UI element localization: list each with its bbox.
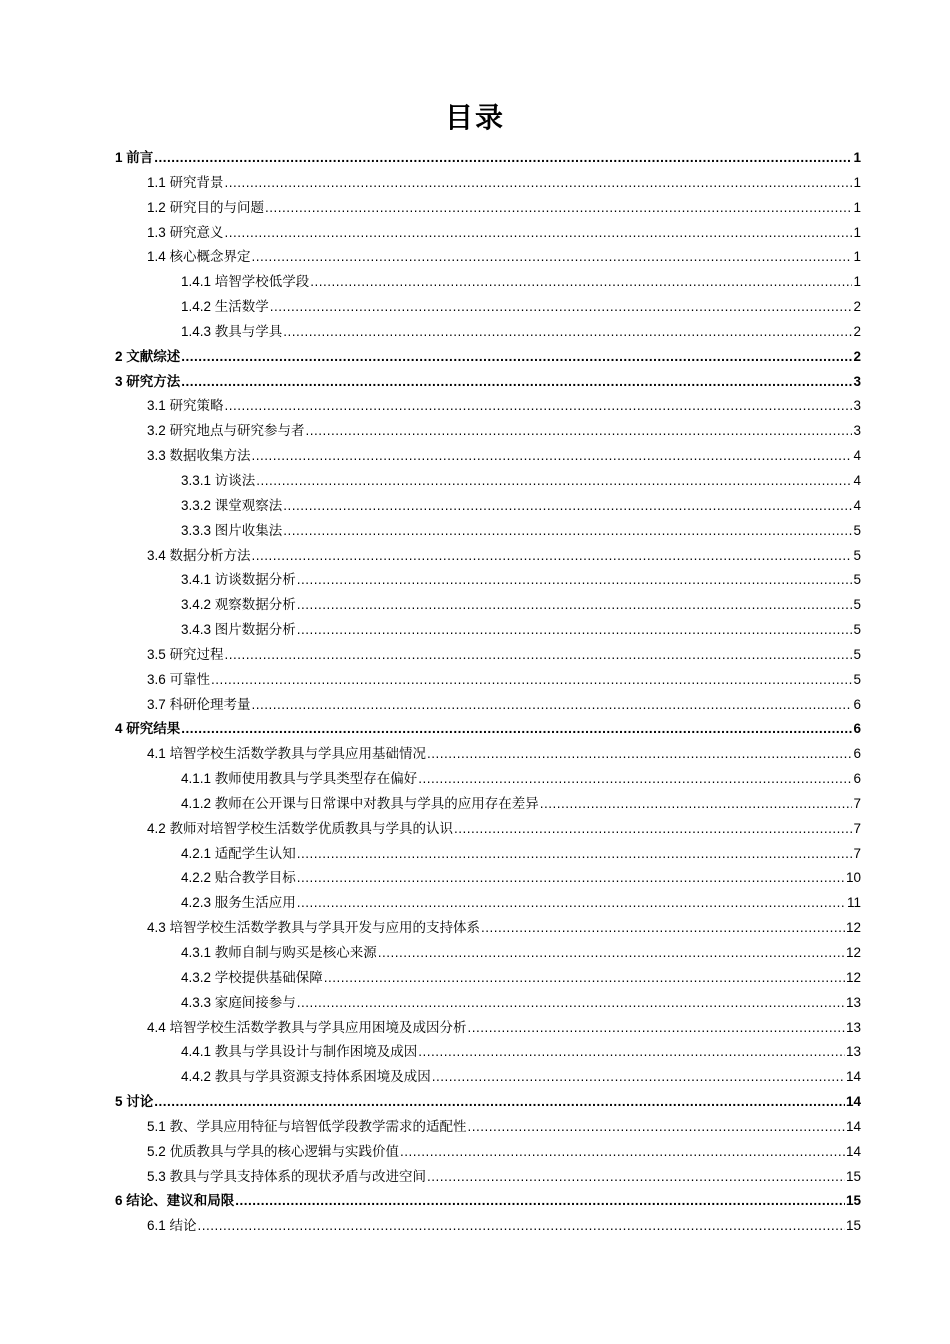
toc-entry-page-number: 14 xyxy=(845,1143,861,1159)
dot-leader xyxy=(427,742,852,767)
toc-entry-level-3[interactable] xyxy=(115,866,861,891)
toc-entry-title: 4.4 培智学校生活数学教具与学具应用困境及成因分析 xyxy=(147,1019,467,1035)
toc-entry-page-number: 5 xyxy=(853,572,861,588)
dot-leader xyxy=(400,1140,845,1165)
dot-leader xyxy=(225,394,853,419)
toc-entry-level-1[interactable] xyxy=(115,1189,861,1214)
dot-leader xyxy=(211,668,852,693)
toc-entry-page-number: 1 xyxy=(853,174,861,190)
dot-leader xyxy=(252,544,853,569)
toc-entry-title: 6.1 结论 xyxy=(147,1218,197,1234)
toc-entry-page-number: 13 xyxy=(845,1044,861,1060)
dot-leader xyxy=(418,767,852,792)
toc-entry-level-2[interactable] xyxy=(115,444,861,469)
dot-leader xyxy=(432,1065,845,1090)
dot-leader xyxy=(481,916,845,941)
dot-leader xyxy=(198,1214,845,1239)
toc-entry-page-number: 12 xyxy=(845,945,861,960)
toc-entry-title: 3.4.1 访谈数据分析 xyxy=(181,572,296,588)
dot-leader xyxy=(378,941,845,966)
toc-entry-title: 4.2.1 适配学生认知 xyxy=(181,845,296,861)
toc-entry-title: 4.4.1 教具与学具设计与制作困境及成因 xyxy=(181,1044,418,1060)
dot-leader xyxy=(297,842,853,867)
dot-leader xyxy=(270,295,853,320)
toc-entry-level-3[interactable] xyxy=(115,842,861,867)
toc-entry-level-3[interactable] xyxy=(115,966,861,991)
toc-entry-page-number: 14 xyxy=(845,1069,861,1085)
toc-entry-level-2[interactable] xyxy=(115,1140,861,1165)
toc-entry-title: 4.1.1 教师使用教具与学具类型存在偏好 xyxy=(181,771,418,787)
dot-leader xyxy=(297,568,853,593)
toc-entry-page-number: 13 xyxy=(845,1019,861,1035)
dot-leader xyxy=(297,866,845,891)
toc-entry-page-number: 7 xyxy=(853,845,861,861)
toc-entry-page-number: 5 xyxy=(853,547,861,563)
table-of-contents xyxy=(115,146,861,1239)
toc-entry-level-3[interactable] xyxy=(115,941,861,966)
toc-entry-page-number: 4 xyxy=(853,497,861,513)
toc-entry-page-number: 1 xyxy=(853,150,861,165)
toc-entry-title: 6 结论、建议和局限 xyxy=(115,1193,235,1209)
toc-entry-level-3[interactable] xyxy=(115,469,861,494)
dot-leader xyxy=(181,370,852,395)
dot-leader xyxy=(306,419,853,444)
toc-entry-level-2[interactable] xyxy=(115,742,861,767)
toc-entry-title: 4.3.1 教师自制与购买是核心来源 xyxy=(181,945,377,960)
toc-entry-level-3[interactable] xyxy=(115,320,861,345)
toc-entry-page-number: 5 xyxy=(853,671,861,687)
toc-entry-level-1[interactable] xyxy=(115,146,861,171)
toc-entry-page-number: 11 xyxy=(846,895,861,911)
toc-entry-level-2[interactable] xyxy=(115,1115,861,1140)
dot-leader xyxy=(283,494,852,519)
toc-entry-level-2[interactable] xyxy=(115,916,861,941)
toc-entry-title: 3.4 数据分析方法 xyxy=(147,547,251,563)
toc-entry-level-2[interactable] xyxy=(115,544,861,569)
toc-entry-page-number: 4 xyxy=(853,472,861,488)
toc-entry-level-3[interactable] xyxy=(115,991,861,1016)
toc-entry-page-number: 4 xyxy=(853,448,861,464)
dot-leader xyxy=(283,320,852,345)
dot-leader xyxy=(154,146,852,171)
toc-entry-title: 3.1 研究策略 xyxy=(147,398,224,414)
toc-entry-title: 5.1 教、学具应用特征与培智低学段教学需求的适配性 xyxy=(147,1118,467,1134)
dot-leader xyxy=(225,221,853,246)
toc-entry-level-2[interactable] xyxy=(115,394,861,419)
toc-entry-title: 3.4.3 图片数据分析 xyxy=(181,622,296,638)
toc-entry-title: 1.1 研究背景 xyxy=(147,174,224,190)
dot-leader xyxy=(252,245,853,270)
toc-entry-title: 3.3.2 课堂观察法 xyxy=(181,497,283,513)
dot-leader xyxy=(283,519,852,544)
toc-entry-title: 4.4.2 教具与学具资源支持体系困境及成因 xyxy=(181,1069,431,1085)
toc-entry-level-3[interactable] xyxy=(115,1040,861,1065)
toc-entry-level-3[interactable] xyxy=(115,519,861,544)
toc-entry-level-1[interactable] xyxy=(115,717,861,742)
toc-entry-level-2[interactable] xyxy=(115,817,861,842)
dot-leader xyxy=(265,196,852,221)
toc-entry-page-number: 1 xyxy=(853,274,861,290)
toc-entry-title: 1.3 研究意义 xyxy=(147,224,224,240)
dot-leader xyxy=(324,966,845,991)
toc-entry-page-number: 2 xyxy=(853,323,861,339)
toc-entry-title: 1.2 研究目的与问题 xyxy=(147,199,265,215)
toc-entry-title: 5 讨论 xyxy=(115,1094,154,1110)
toc-entry-title: 4.2 教师对培智学校生活数学优质教具与学具的认识 xyxy=(147,820,454,836)
dot-leader xyxy=(181,345,852,370)
toc-entry-page-number: 5 xyxy=(853,522,861,538)
toc-entry-title: 4.3 培智学校生活数学教具与学具开发与应用的支持体系 xyxy=(147,920,481,936)
toc-entry-title: 3.4.2 观察数据分析 xyxy=(181,597,296,613)
toc-entry-level-2[interactable] xyxy=(115,643,861,668)
dot-leader xyxy=(540,792,853,817)
toc-entry-title: 4.1 培智学校生活数学教具与学具应用基础情况 xyxy=(147,746,427,762)
dot-leader xyxy=(256,469,852,494)
toc-entry-page-number: 1 xyxy=(853,224,861,240)
toc-entry-level-3[interactable] xyxy=(115,494,861,519)
toc-entry-page-number: 6 xyxy=(853,746,861,762)
toc-entry-level-3[interactable] xyxy=(115,568,861,593)
toc-entry-page-number: 6 xyxy=(853,721,861,737)
toc-entry-title: 4.1.2 教师在公开课与日常课中对教具与学具的应用存在差异 xyxy=(181,795,539,811)
toc-entry-level-2[interactable] xyxy=(115,221,861,246)
toc-entry-level-1[interactable] xyxy=(115,370,861,395)
toc-entry-level-3[interactable] xyxy=(115,270,861,295)
toc-entry-level-2[interactable] xyxy=(115,245,861,270)
dot-leader xyxy=(154,1090,845,1115)
toc-entry-page-number: 15 xyxy=(845,1193,861,1209)
toc-entry-page-number: 12 xyxy=(845,969,861,985)
toc-entry-page-number: 10 xyxy=(845,870,861,886)
toc-entry-page-number: 14 xyxy=(845,1094,861,1110)
dot-leader xyxy=(225,643,853,668)
dot-leader xyxy=(225,171,853,196)
dot-leader xyxy=(468,1115,845,1140)
toc-entry-level-3[interactable] xyxy=(115,891,861,916)
dot-leader xyxy=(297,593,853,618)
toc-entry-page-number: 7 xyxy=(853,820,861,836)
toc-entry-title: 1.4.1 培智学校低学段 xyxy=(181,274,310,290)
toc-entry-page-number: 3 xyxy=(853,398,861,414)
toc-entry-level-2[interactable] xyxy=(115,196,861,221)
dot-leader xyxy=(418,1040,845,1065)
toc-entry-page-number: 7 xyxy=(853,795,861,811)
toc-entry-level-3[interactable] xyxy=(115,593,861,618)
toc-entry-page-number: 2 xyxy=(853,348,861,364)
toc-entry-level-2[interactable] xyxy=(115,693,861,718)
toc-entry-page-number: 3 xyxy=(853,373,861,389)
toc-entry-page-number: 5 xyxy=(853,646,861,662)
dot-leader xyxy=(252,444,853,469)
toc-entry-title: 3.3 数据收集方法 xyxy=(147,448,251,464)
toc-entry-level-3[interactable] xyxy=(115,295,861,320)
toc-entry-title: 1.4 核心概念界定 xyxy=(147,249,251,265)
toc-entry-page-number: 1 xyxy=(853,249,861,265)
toc-entry-title: 3 研究方法 xyxy=(115,373,181,389)
toc-entry-level-2[interactable] xyxy=(115,1016,861,1041)
toc-entry-title: 1 前言 xyxy=(115,150,154,165)
toc-entry-level-3[interactable] xyxy=(115,792,861,817)
toc-entry-level-3[interactable] xyxy=(115,618,861,643)
toc-entry-title: 3.3.3 图片收集法 xyxy=(181,522,283,538)
toc-entry-level-2[interactable] xyxy=(115,668,861,693)
dot-leader xyxy=(181,717,852,742)
toc-entry-title: 3.5 研究过程 xyxy=(147,646,224,662)
dot-leader xyxy=(427,1165,845,1190)
toc-entry-title: 3.3.1 访谈法 xyxy=(181,472,256,488)
toc-entry-page-number: 2 xyxy=(853,299,861,315)
toc-entry-page-number: 15 xyxy=(845,1218,861,1234)
toc-entry-page-number: 15 xyxy=(845,1168,861,1184)
toc-entry-title: 4.2.2 贴合教学目标 xyxy=(181,870,296,886)
toc-entry-level-1[interactable] xyxy=(115,1090,861,1115)
toc-entry-page-number: 6 xyxy=(853,771,861,787)
toc-entry-page-number: 6 xyxy=(853,696,861,712)
toc-entry-level-1[interactable] xyxy=(115,345,861,370)
toc-entry-title: 5.2 优质教具与学具的核心逻辑与实践价值 xyxy=(147,1143,400,1159)
toc-entry-title: 3.2 研究地点与研究参与者 xyxy=(147,423,305,439)
toc-entry-page-number: 12 xyxy=(845,920,861,936)
toc-entry-page-number: 14 xyxy=(845,1118,861,1134)
toc-entry-page-number: 1 xyxy=(853,199,861,215)
toc-entry-page-number: 3 xyxy=(853,423,861,439)
dot-leader xyxy=(468,1016,845,1041)
toc-entry-title: 4 研究结果 xyxy=(115,721,181,737)
toc-entry-title: 5.3 教具与学具支持体系的现状矛盾与改进空间 xyxy=(147,1168,427,1184)
toc-entry-page-number: 5 xyxy=(853,622,861,638)
toc-entry-title: 4.3.2 学校提供基础保障 xyxy=(181,969,323,985)
dot-leader xyxy=(454,817,852,842)
dot-leader xyxy=(235,1189,845,1214)
toc-entry-level-2[interactable] xyxy=(115,1214,861,1239)
toc-entry-title: 4.2.3 服务生活应用 xyxy=(181,895,296,911)
toc-entry-title: 2 文献综述 xyxy=(115,348,181,364)
dot-leader xyxy=(310,270,852,295)
toc-entry-title: 3.7 科研伦理考量 xyxy=(147,696,251,712)
toc-entry-title: 1.4.3 教具与学具 xyxy=(181,323,283,339)
toc-entry-level-2[interactable] xyxy=(115,171,861,196)
toc-entry-page-number: 13 xyxy=(845,994,861,1010)
toc-entry-level-3[interactable] xyxy=(115,1065,861,1090)
toc-entry-level-3[interactable] xyxy=(115,767,861,792)
toc-entry-title: 3.6 可靠性 xyxy=(147,671,211,687)
dot-leader xyxy=(252,693,853,718)
toc-entry-level-2[interactable] xyxy=(115,1165,861,1190)
toc-entry-level-2[interactable] xyxy=(115,419,861,444)
toc-entry-title: 4.3.3 家庭间接参与 xyxy=(181,994,296,1010)
page-title: 目录 xyxy=(444,102,505,133)
dot-leader xyxy=(297,618,853,643)
toc-entry-page-number: 5 xyxy=(853,597,861,613)
dot-leader xyxy=(297,991,845,1016)
toc-entry-title: 1.4.2 生活数学 xyxy=(181,299,269,315)
dot-leader xyxy=(297,891,846,916)
